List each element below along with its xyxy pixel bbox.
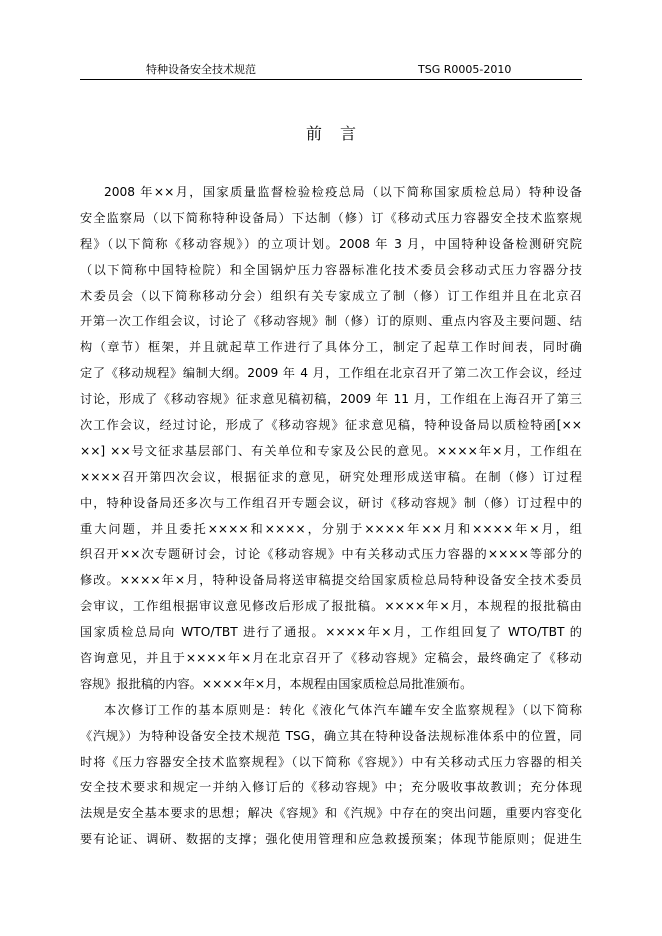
text-line: 要有论证、调研、数据的支撑；强化使用管理和应急救援预案；体现节能原则；促进生	[80, 832, 582, 847]
text-line: 重大问题，并且委托××××和××××，分别于××××年××月和××××年×月，组	[80, 521, 582, 536]
text-line: 时将《压力容器安全技术监察规程》（以下简称《容规》）中有关移动式压力容器的相关	[80, 754, 582, 769]
document-body	[80, 180, 582, 853]
paragraph-history	[80, 180, 582, 698]
section-title: 前言	[305, 124, 374, 143]
text-line: ××] ××号文征求基层部门、有关单位和专家及公民的意见。××××年×月，工作组在	[80, 443, 582, 458]
header-spec-code: TSG R0005-2010	[418, 63, 512, 76]
header-spec-category: 特种设备安全技术规范	[146, 63, 256, 76]
running-header	[80, 62, 582, 80]
paragraph-principles	[80, 698, 582, 853]
text-line: 程》（以下简称《移动容规》）的立项计划。2008 年 3 月，中国特种设备检测研究院	[80, 236, 582, 251]
text-line: 术委员会（以下简称移动分会）组织有关专家成立了制（修）订工作组并且在北京召	[80, 288, 582, 303]
text-line: 讨论，形成了《移动容规》征求意见稿初稿，2009 年 11 月，工作组在上海召开了第三	[80, 392, 582, 407]
text-line: 次工作会议，经过讨论，形成了《移动容规》征求意见稿，特种设备局以质检特函[××	[80, 418, 582, 433]
text-line: 2008 年××月，国家质量监督检验检疫总局（以下简称国家质检总局）特种设备	[104, 185, 582, 199]
text-line: （以下简称中国特检院）和全国锅炉压力容器标准化技术委员会移动式压力容器分技	[80, 262, 582, 277]
text-line: 安全监察局（以下简称特种设备局）下达制（修）订《移动式压力容器安全技术监察规	[80, 210, 582, 225]
text-line: 中，特种设备局还多次与工作组召开专题会议，研讨《移动容规》制（修）订过程中的	[80, 495, 582, 510]
text-line: 国家质检总局向 WTO/TBT 进行了通报。××××年×月，工作组回复了 WTO/TBT 的	[80, 625, 582, 640]
text-line: 织召开××次专题研讨会，讨论《移动容规》中有关移动式压力容器的××××等部分的	[80, 547, 582, 562]
text-line: 容规》报批稿的内容。××××年×月，本规程由国家质检总局批准颁布。	[80, 676, 473, 691]
text-line: 构（章节）框架，并且就起草工作进行了具体分工，制定了起草工作时间表，同时确	[80, 340, 582, 355]
text-line: 《汽规》）为特种设备安全技术规范 TSG，确立其在特种设备法规标准体系中的位置，同	[80, 728, 582, 743]
text-line: ××××召开第四次会议，根据征求的意见，研究处理形成送审稿。在制（修）订过程	[80, 469, 582, 484]
text-line: 开第一次工作组会议，讨论了《移动容规》制（修）订的原则、重点内容及主要问题、结	[80, 314, 582, 329]
text-line: 会审议，工作组根据审议意见修改后形成了报批稿。××××年×月，本规程的报批稿由	[80, 599, 582, 614]
text-line: 本次修订工作的基本原则是：转化《液化气体汽车罐车安全监察规程》（以下简称	[104, 702, 582, 717]
text-line: 法规是安全基本要求的思想；解决《容规》和《汽规》中存在的突出问题，重要内容变化	[80, 806, 582, 821]
text-line: 定了《移动规程》编制大纲。2009 年 4 月，工作组在北京召开了第二次工作会议，经过	[80, 366, 582, 381]
text-line: 安全技术要求和规定一并纳入修订后的《移动容规》中；充分吸收事故教训；充分体现	[80, 780, 582, 795]
text-line: 修改。××××年×月，特种设备局将送审稿提交给国家质检总局特种设备安全技术委员	[80, 573, 582, 588]
text-line: 咨询意见，并且于××××年×月在北京召开了《移动容规》定稿会，最终确定了《移动	[80, 651, 582, 666]
